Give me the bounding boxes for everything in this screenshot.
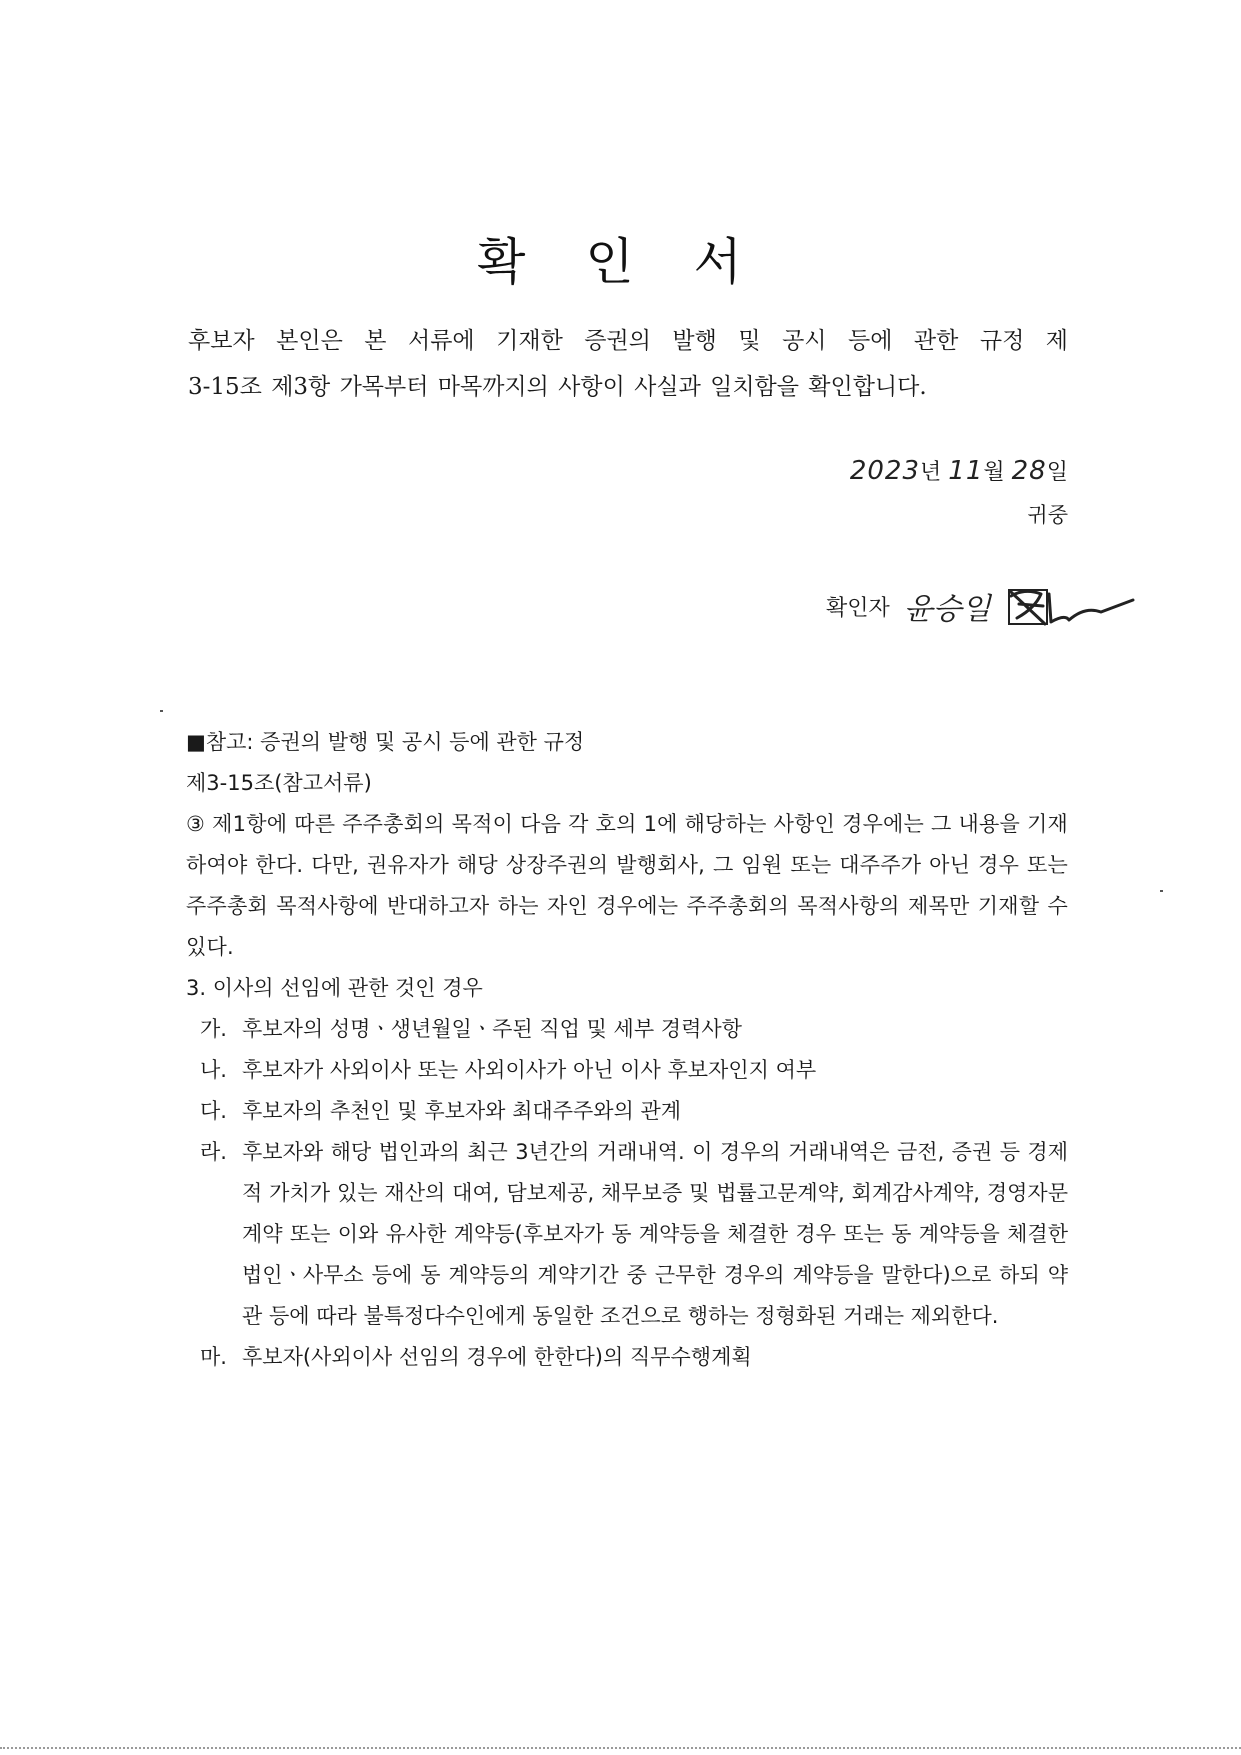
addressee: 귀중 (1027, 503, 1068, 527)
reference-article: 제3-15조(참고서류) (186, 771, 372, 795)
date-day: 28 (1011, 456, 1047, 486)
reference-heading: ■참고: 증권의 발행 및 공시 등에 관한 규정 (186, 730, 585, 754)
signer-label: 확인자 (826, 595, 890, 621)
list-item (186, 1132, 1068, 1337)
list-item (186, 1009, 1068, 1050)
date-month-unit: 월 (983, 460, 1005, 485)
reference-section (186, 722, 1068, 1378)
date-day-unit: 일 (1046, 460, 1068, 485)
subitem-key: 마. (200, 1345, 227, 1369)
signer-name-handwritten: 윤승일 (903, 592, 991, 627)
document-title: 확 인 서 (477, 232, 764, 291)
date-year-unit: 년 (920, 460, 942, 485)
subitem-text: 후보자의 성명ㆍ생년월일ㆍ주된 직업 및 세부 경력사항 (242, 1017, 742, 1041)
list-item (186, 1050, 1068, 1091)
reference-paragraph: ③ 제1항에 따른 주주총회의 목적이 다음 각 호의 1에 해당하는 사항인 경우에는 그 내용을 기재하여야 한다. 다만, 권유자가 해당 상장주권의 발행회사, 그 임원 또는 대주주가 아닌 경우 또는 주주총회 목적사항에 반대하고자 하는 자인 경우에는 주주총회의 목적사항의 제목만 기재할 수 있다. (186, 812, 1068, 959)
date (850, 450, 1068, 494)
list-item (186, 1337, 1068, 1378)
subitem-key: 나. (200, 1058, 227, 1082)
scan-speck (160, 710, 163, 712)
subitem-key: 다. (200, 1099, 227, 1123)
confirmation-statement (188, 318, 1068, 410)
subitem-text: 후보자의 추천인 및 후보자와 최대주주와의 관계 (242, 1099, 682, 1123)
signer-block (826, 584, 1137, 628)
scan-bottom-edge (0, 1747, 1241, 1752)
date-block (850, 450, 1068, 536)
date-year: 2023 (849, 456, 921, 486)
subitem-key: 가. (200, 1017, 227, 1041)
reference-subitems (186, 1009, 1068, 1378)
list-item (186, 1091, 1068, 1132)
statement-line-1: 후보자 본인은 본 서류에 기재한 증권의 발행 및 공시 등에 관한 규정 제 (188, 328, 1068, 354)
signature-mark (1005, 584, 1137, 628)
subitem-text: 후보자(사외이사 선임의 경우에 한한다)의 직무수행계획 (242, 1345, 752, 1369)
date-month: 11 (948, 456, 984, 486)
scan-speck (1160, 890, 1163, 892)
statement-line-2: 3-15조 제3항 가목부터 마목까지의 사항이 사실과 일치함을 확인합니다. (188, 374, 927, 400)
reference-item-3: 3. 이사의 선임에 관한 것인 경우 (186, 976, 483, 1000)
subitem-text: 후보자가 사외이사 또는 사외이사가 아닌 이사 후보자인지 여부 (242, 1058, 817, 1082)
subitem-key: 라. (200, 1140, 227, 1164)
subitem-text: 후보자와 해당 법인과의 최근 3년간의 거래내역. 이 경우의 거래내역은 금전, 증권 등 경제적 가치가 있는 재산의 대여, 담보제공, 채무보증 및 법률고문계약, 회계감사계약, 경영자문계약 또는 이와 유사한 계약등(후보자가 동 계약등을 체결한 경우 또는 동 계약등을 체결한 법인ㆍ사무소 등에 동 계약등의 계약기간 중 근무한 경우의 계약등을 말한다)으로 하되 약관 등에 따라 불특정다수인에게 동일한 조건으로 행하는 정형화된 거래는 제외한다. (242, 1140, 1068, 1328)
